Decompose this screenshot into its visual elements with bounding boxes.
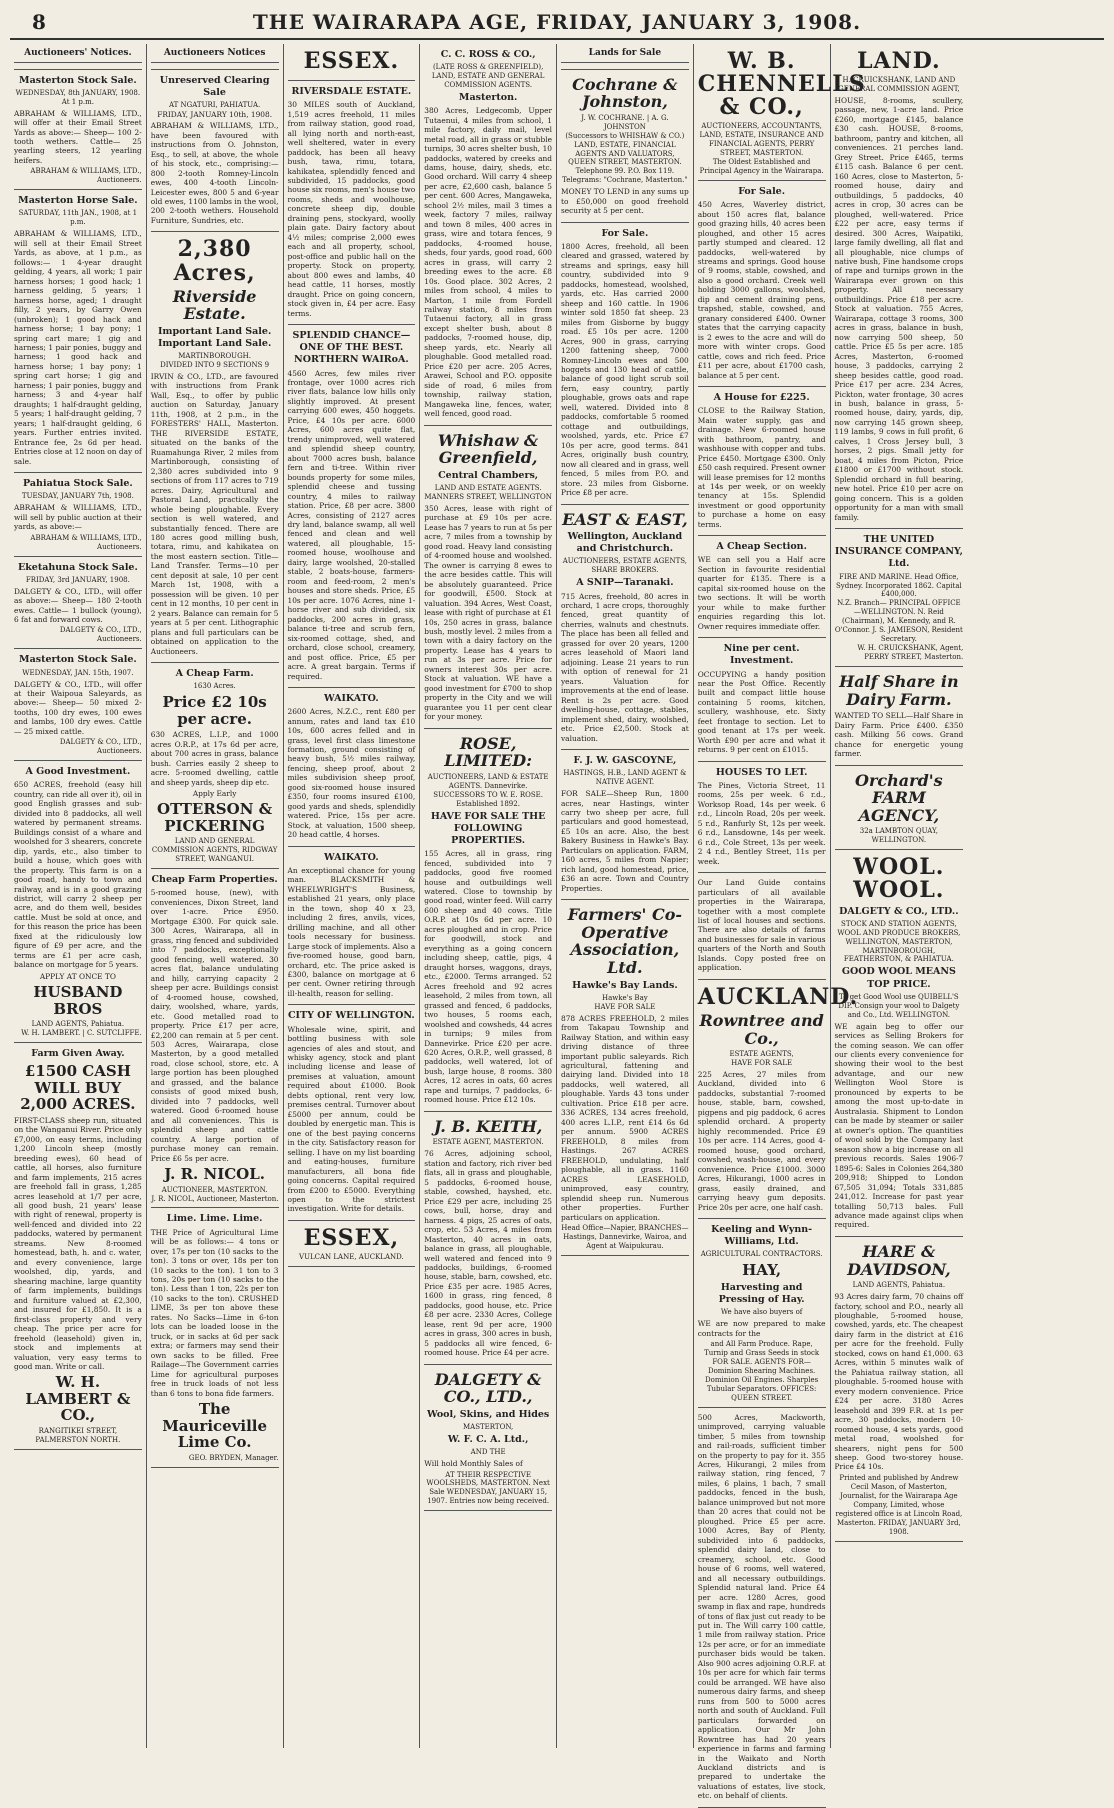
ad-body: DALGETY & CO., LTD., will offer at their Waipoua Saleyards, as above:— Sheep— 50 mixed 2-tooths, 100 dry ewes, 100 ewes and lambs, 100 dry ewes. Cattle— 25 mixed cattle.	[14, 679, 142, 736]
ad-goth: Rowntree and Co.,	[699, 1010, 824, 1048]
ad-body: 350 Acres, lease with right of purchase at £9 10s per acre. Lease has 7 years to run at 5s per acre, 7 miles from a township by good road. Heavy land consisting of 4-roomed house and woolshed. The owner is carrying 8 ewes to the acre besides cattle. This will be absolutely guaranteed. Price for goodwill, £500. Stock at valuation. 394 Acres, West Coast, lease with right of purchase at £1 10s, 250 acres in grass, balance bush, mostly level. 2 miles from a town with a dairy factory on the property. Lease has 4 years to run at 3s per acre. Price for owners interest 30s per acre. Stock at valuation. WE have a good investment for £700 to shop property in the City and we will guarantee you 11 per cent clear for your money.	[424, 503, 552, 722]
ad-title: Masterton Stock Sale.	[19, 74, 137, 86]
advertisement	[288, 44, 416, 81]
ad-sub: MASTERTON,	[462, 1423, 514, 1431]
ad-body: ABRAHAM & WILLIAMS, LTD., will sell at their Email Street Yards, as above, at 1 p.m., as follows:— 1 4-year draught gelding, 4 years, all work; 1 pair harness horses; 1 good hack; 1 harness gelding, 5 years; 1 harness horse, aged; 1 draught filly, 2 years, by Garry Owen (unbroken); 1 good hack and harness horse; 1 bay pony; 1 spring cart mare; 1 gig and harness; 1 pair ponies, buggy and harness; 1 good hack and harness horse; 1 bay pony; 1 spring cart horse; 1 gig and harness; 1 pair ponies, buggy and harness; 3 and 4-year half draughts; 1 half-draught gelding, 5 years; 1 half-draught gelding, 7 years; 1 half-draught gelding, 6 years. Further entries invited. Entrance fee, 2s 6d per head. Entries close at 12 noon on day of sale.	[14, 229, 142, 466]
ad-sub: J. W. COCHRANE. | A. G. JOHNSTON	[581, 113, 669, 131]
advertisement	[14, 473, 142, 556]
column-3	[284, 44, 421, 1748]
ad-sub: AT NGATURI, PAHIATUA.	[168, 100, 261, 109]
ad-body: 93 Acres dairy farm, 70 chains off factory, school and P.O., nearly all ploughable, 5-roomed house, cowshed, yards, etc. The cheapest dairy farm in the district at £16 per acre for the freehold. Fully stocked, cows on hand £1,000. 63 Acres, within 5 minutes walk of the Pahiatua railway station, all ploughable. 5-roomed house with every modern convenience. Price £24 per acre. 3180 Acres leasehold and 399 F.R. at 1s per acre, 30 paddocks, modern 10-roomed house, 4 sets yards, good metal road, woolshed for shearers, night pens for 500 sheep. Good two-storey house. Price £4 10s.	[834, 1292, 964, 1472]
ad-body: Our Land Guide contains particulars of all available properties in the Wairarapa, together with a most complete list of local houses and sections. There are also details of farms and businesses for sale in various quarters of the North and South Islands. Copy posted free on application.	[697, 878, 826, 973]
ad-title: For Sale.	[738, 186, 786, 197]
ad-sig: J. R. NICOL, Auctioneer, Masterton.	[151, 1194, 279, 1203]
ad-date: FRIDAY, JANUARY 10th, 1908.	[157, 109, 273, 119]
ad-sub: AGRICULTURAL CONTRACTORS.	[700, 1250, 823, 1259]
ad-body: MONEY TO LEND in any sums up to £50,000 on good freehold security at 5 per cent.	[561, 187, 689, 216]
advertisement	[151, 232, 279, 663]
ad-ttl2: HAVE FOR SALE THE FOLLOWING PROPERTIES.	[430, 810, 546, 846]
column-4	[420, 44, 557, 1748]
ad-title: SPLENDID CHANCE—ONE OF THE BEST. NORTHERN WAIRoA.	[292, 330, 411, 366]
advertisement	[424, 729, 552, 1112]
ad-sub2: To get Good Wool use QUIBELL'S DIP. Consign your wool to Dalgety and Co., Ltd. WELLINGTON.	[838, 992, 960, 1019]
advertisement	[424, 1112, 552, 1365]
masthead	[10, 6, 1104, 40]
ad-body: ABRAHAM & WILLIAMS, LTD., will offer at their Email Street Yards as above:— Sheep— 100 2-tooth wethers. Cattle— 25 yearling steers, 12 yearling heifers.	[14, 108, 142, 165]
advertisement	[14, 44, 142, 70]
ad-ttl2: GOOD WOOL MEANS TOP PRICE.	[841, 966, 956, 990]
ad-title: F. J. W. GASCOYNE,	[573, 755, 677, 767]
ad-body: 450 Acres, Waverley district, about 150 acres flat, balance good grazing hills, 40 acres been ploughed, and other 15 acres partly stumped and cleared. 12 paddocks, well-watered by streams and springs. Good house of 9 rooms, stable, cowshed, and also a good orchard. Creek well holding 3000 gallons, woolshed, dip and cement draining pens, trapshed, stable, cowshed, and granary considered £400. Owner states that the carrying capacity is 2 ewes to the acre and will do more with winter crops. Good cattle, cows and rich feed. Price £11 per acre, about £1700 cash, balance at 5 per cent.	[697, 200, 826, 380]
ad-body: 500 Acres, Mackworth, unimproved, carrying valuable timber, 5 miles from township and rail-roads, sufficient timber on the property to pay for it. 355 Acres, Hikurangi, 2 miles from railway station, ring fenced, 7 miles, 6 plains, 1 bach, 7 small paddocks, fenced in the bush, balance unimproved but not more than 20 acres that could not be ploughed. Price £5 per acre. 1000 Acres, Bay of Plenty, subdivided into 6 paddocks, splendid dairy land, close to creamery, school, etc. Good house of 6 rooms, well watered, and all necessary outbuildings. Splendid natural land. Price £4 per acre. 1280 Acres, good swamp in flax and rape, hundreds of tons of flax just cut ready to be put in. The Will carry 100 cattle, 1 mile from railway station. Price 12s per acre, or for an immediate purchaser bids would be taken. Also 900 acres adjoining O.R.F. at 10s per acre for which fair terms could be arranged. WE have also numerous dairy farms, and sheep runs from 500 to 5000 acres north and south of Auckland. Full particulars forwarded on application. Our Mr John Rowntree has had 20 years experience in farms and farming in the Waikato and North Auckland districts and is prepared to undertake the valuations of estates, live stock, etc. on behalf of clients.	[697, 1412, 826, 1801]
ad-body: 4560 Acres, few miles river frontage, over 1000 acres rich river flats, balance low hills only slightly improved. At present carrying 600 ewes, 450 hoggets. Price, £4 10s per acre. 6000 Acres, 600 acres quite flat, trendy unimproved, well watered and splendid sheep country, about 7000 acres bush, balance fern and ti-tree. Within river bounds property for some miles, splendid cheese and tussing country, 4 miles to railway station. Price, £8 per acre. 3800 Acres, consisting of 2127 acres dry land, balance swamp, all well fenced and clean and well watered, all ploughable, 15-roomed house, woolhouse and dairy, large woolshed, 20-stalled stable, 2 boats-house, farmers-room and feed-room, 2 men's houses and store sheds. Price, £5 10s per acre. 1076 Acres, nine 1-horse river and sub divided, six paddocks, 200 acres in grass, balance ti-tree and scrub fern, six-roomed cottage, shed, and orchard, close school, creamery, and post office. Price, £5 per acre. A great bargain. Terms if required.	[287, 368, 416, 681]
ad-sig: ABRAHAM & WILLIAMS, LTD., Auctioneers.	[30, 533, 142, 551]
advertisement	[561, 900, 689, 1256]
advertisement	[288, 847, 416, 1006]
ad-sub2: HAVE FOR SALE	[594, 1002, 656, 1011]
ad-sig: W. H. CRUICKSHANK, Agent, PERRY STREET, Masterton.	[857, 644, 964, 662]
advertisement	[698, 387, 826, 536]
newspaper-title: THE WAIRARAPA AGE, FRIDAY, JANUARY 3, 1908.	[252, 10, 862, 34]
ad-goth: Whishaw & Greenfield,	[437, 430, 539, 468]
ad-header: Auctioneers' Notices.	[14, 47, 142, 63]
ad-header: Auctioneers Notices	[151, 47, 279, 63]
ad-body: 155 Acres, all in grass, ring fenced, subdivided into 7 paddocks, good five roomed house and outbuildings well watered. Close to township by good road, winter feed. Will carry 600 sheep and 40 cows. Title O.R.P. at 10s 6d per acre. 10 acres ploughed and in crop. Price for goodwill, stock and everything as a going concern including sheep, cattle, pigs, 4 draught horses, waggons, drays, etc., £2000. Terms arranged. 52 Acres freehold and 92 acres leasehold, 2 miles from town, all grassed and fenced, 6 paddocks, two houses, 5 rooms each, woolshed and cowsheds, 44 acres in turnips; 9 miles from Dannevirke. Price £20 per acre. 620 Acres, O.R.P., well grassed, 8 paddocks, well watered, lot of bush, large house, 8 rooms. 380 Acres, 12 acres in oats, 60 acres rape and turnips, 7 paddocks, 6-roomed house. Price £12 10s.	[424, 849, 552, 1105]
ad-sub2: The Oldest Established and Principal Agency in the Wairarapa.	[699, 158, 824, 176]
ad-huge: ESSEX,	[303, 1224, 400, 1251]
ad-title: WAIKATO.	[324, 692, 379, 704]
ad-body: THE Price of Agricultural Lime will be as follows:— 4 tons or over, 17s per ton (10 sacks to the ton). 3 tons or over, 18s per ton (10 sacks to the ton). 1 ton to 3 tons, 20s per ton (10 sacks to the ton). Less than 1 ton, 22s per ton (10 sacks to the ton). CRUSHED LIME, 3s per ton above these rates. No Sacks—Lime in 6-ton lots can be loaded loose in the truck, or in sacks at 6d per sack extra; or farmers may send their own sacks to be filled. Free Railage—The Government carries Lime for agricultural purposes free in truck loads of not less than 6 tons to bona fide farmers.	[150, 1227, 279, 1398]
ad-huge: WOOL. WOOL.	[853, 854, 945, 904]
ad-sub: TUESDAY, JANUARY 7th, 1908.	[21, 492, 134, 501]
ad-body: 76 Acres, adjoining school, station and factory, rich river bed flats, all in grass and ploughable, 5 paddocks, 6-roomed house, stable, cowshed, hayshed, etc. Price £29 per acre, including 25 cows, bull, horse, dray and harness. 4 pigs, 25 acres of oats, crop, etc. 53 Acres, 4 miles from Masterton, 40 acres in oats, balance in grass, all ploughable, well watered and fenced into 9 paddocks, buildings, 6-roomed house, stable, barn, cowshed, etc. Price £35 per acre. 1985 Acres, 1600 in grass, ring fenced, 8 paddocks, good house, etc. Price £8 per acre. 2330 Acres, College lease, rent 9d per acre, 1900 acres in grass, 300 acres in bush, 5 paddocks all wire fenced, 6-roomed house. Price £4 per acre.	[424, 1149, 552, 1358]
ad-sub2: (Successors to WHISHAW & CO.) LAND, ESTATE, FINANCIAL AGENTS AND VALUATORS, QUEEN STREET, MASTERTON. Telephone 99. P.O. Box 119. Telegrams: "Cochrane, Masterton."	[562, 131, 688, 185]
ad-big: Price £2 10s per acre.	[162, 693, 267, 728]
ad-footnote: Printed and published by Andrew Cecil Mason, of Masterton, Journalist, for the Wairarapa Age Company, Limited, whose registered office is at Lincoln Road, Masterton. FRIDAY, JANUARY 3rd, 1908.	[835, 1473, 963, 1536]
ad-sub2: HAVE FOR SALE	[731, 1059, 793, 1068]
ad-ttl2: Harvesting and Pressing of Hay.	[718, 1281, 805, 1305]
ad-body: WE can sell you a Half acre Section in favourite residential quarter for £135. There is a capital six-roomed house on the two sections. It will be worth your while to make further enquiries regarding this lot. Owner requires immediate offer.	[697, 555, 826, 631]
ad-big: £1500 CASH WILL BUY 2,000 ACRES.	[20, 1062, 136, 1114]
ad-sub: 1630 Acres.	[193, 682, 236, 691]
ad-body: Wholesale wine, spirit, and bottling business with sole agencies of ales and stout, and whisky agency, stock and plant including license and lease of premises at valuation, amount required about £1000. Book debts optional, rent very low, premises central. Turnover about £5000 per annum, could be doubled by energetic man. This is one of the best paying concerns in the city. Satisfactory reason for selling. I have on my list boarding and eating-houses, furniture manufacturers, all bona fide going concerns. Capital required from £200 to £5000. Everything open to the strictest investigation. Write for details.	[287, 1024, 416, 1214]
ad-body: WE again beg to offer our services as Selling Brokers for the coming season. We can offer our clients every convenience for showing their wool to the best advantage, and our new Wellington Wool Store is pronounced by experts to be among the most up-to-date in Australasia. Shipment to London can be made by steamer or sailer at owner's option. The quantities of wool sold by the Company last season show a big increase on all previous records. Sales 1906-7 1895-6: Sales in Colonies 264,380 209,918; Shipped to London 67,505 31,094; Totals 331,885 241,012. Increase for past year totalling 50,713 bales. Full advance made against clips when required.	[834, 1021, 964, 1230]
ad-body: OCCUPYING a handy position near the Post Office. Recently built and compact little house containing 5 rooms, kitchen, scullery, washhouse, etc. Sixty feet frontage to section. Let to good tenant at 17s per week. Worth £90 per acre and what it returns. 9 per cent on £1015.	[697, 669, 826, 755]
ad-body: 380 Acres, Ledgecomb, Upper Tutaenui, 4 miles from school, 1 mile factory, daily mail, level metal road, all in grass or stubble turnips, 30 acres shelter bush, 10 paddocks, watered by creeks and dams, house, dairy, sheds, etc. Good orchard. Will carry 4 sheep per acre, £2,600 cash, balance 5 per cent. 600 Acres, Mangaweka, school 2½ miles, mail 3 times a week, factory 7 miles, railway and town 8 miles, 400 acres in grass, wire and totara fences, 9 paddocks, 4-roomed house, sheds, four yards, good road, 600 acres in grass, will carry 2 breeding ewes to the acre. £8 10s. Good place. 302 Acres, 2 miles from school, 4 miles to Marton, 1 mile from Fordell railway station, 8 miles from Tutaenui factory, all in grass except shelter bush, about 8 paddocks, 7-roomed house, dip, sheep yards, etc. Nearly all ploughable. Good metalled road. Price £20 per acre. 205 Acres, Arawei, School and P.O. opposite side of road, 6 miles from township, railway station, Mangaweka line, fences, water, well fenced, good road.	[424, 106, 552, 419]
ad-body: HOUSE, 8-rooms, scullery, passage, new, 1-acre land. Price £260, mortgage £145, balance £30 cash. HOUSE, 8-rooms, bathroom, pantry and kitchen, all conveniences. 21 perches land. Grey Street. Price £465, terms £115 cash. Balance 6 per cent. 160 Acres, close to Masterton, 5-roomed house, dairy and outbuildings, 5 paddocks, 40 acres in crop, 30 acres can be ploughed, well-watered. Price £22 per acre, easy terms if desired. 300 Acres, Waipatiki, large family dwelling, all flat and all ploughable, nice clumps of native bush, Fine handsome crops of rape and turnips grown in the Wairarapa ever grown on this property. All necessary outbuildings. Price £18 per acre. Stock at valuation. 755 Acres, Wairarapa, cottage 3 rooms, 300 acres in grass, balance in bush, now carrying 500 sheep, 50 cattle. Price £5 5s per acre. 185 Acres, Masterton, 6-roomed house, 3 paddocks, carrying 2 sheep besides cattle, good road. Price £17 per acre. 234 Acres, Pickton, water frontage, 30 acres in bush, balance in grass, 5-roomed house, dairy, yards, dip, now carrying 145 grown sheep, 119 lambs, 9 cows in full profit, 6 calves, 1 Cross Jersey bull, 3 horses, 2 pigs. Small jetty for boat, 4 miles from Picton, Price £1800 or £1700 without stock. Splendid orchard in full bearing, new hotel. Price £10 per acre on going concern. This is a golden opportunity for a man with small family.	[834, 96, 964, 522]
ad-title: Central Chambers,	[438, 469, 539, 481]
advertisement	[561, 223, 689, 505]
ad-sig: ABRAHAM & WILLIAMS, LTD., Auctioneers.	[30, 167, 142, 185]
ad-sub: SATURDAY, 11th JAN., 1908, at 1 p.m.	[18, 209, 138, 227]
columns	[10, 44, 1104, 1801]
ad-title: Important Land Sale. Important Land Sale.	[157, 325, 272, 349]
ad-body: The Pines, Victoria Street, 11 rooms, 25s per week. 6 r.d., Worksop Road, 14s per week. 6 r.d., Lincoln Road, 20s per week. 5 r.d., Ranfurly St, 12s per week. 6 r.d., Lansdowne, 14s per week. 6 r.d., Cole Street, 13s per week. 2 4 r.d., Bentley Street, 11s per week.	[697, 780, 826, 866]
ad-body: 1800 Acres, freehold, all been cleared and grassed, watered by streams and springs, easy hill country, subdivided into 9 paddocks, homestead, woolshed, yards, etc. Has carried 2000 sheep and 160 cattle. In 1906 winter sold 1850 fat sheep. 23 miles from Gisborne by buggy road. £5 10s per acre. 1200 Acres, 900 in grass, carrying 1200 fattening sheep, 7000 Romney-Lincoln ewes and 500 hoggets and 130 head of cattle, balance of good light scrub soil fern, easy country, partly ploughable, grows oats and rape well, watered. Divided into 8 paddocks, comfortable 5 roomed cottage and outbuildings, woolshed, yards, etc. Price £7 10s per acre, good terms. 841 Acres, originally bush country, now all cleared and in grass, well fenced, 5 miles from P.O. and store. 23 miles from Gisborne. Price £8 per acre.	[561, 241, 689, 498]
advertisement	[697, 44, 866, 181]
ad-title: Keeling and Wynn-Williams, Ltd.	[711, 1224, 813, 1248]
ad-firm: OTTERSON & PICKERING	[157, 800, 273, 835]
column-2	[147, 44, 284, 1748]
advertisement	[835, 766, 964, 851]
ad-footnote: AT THEIR RESPECTIVE WOOLSHEDS, MASTERTON. Next Sale WEDNESDAY, JANUARY 15, 1907. Entries now being received.	[426, 1470, 550, 1506]
ad-big: HAY,	[742, 1261, 782, 1280]
ad-body: CLOSE to the Railway Station, Main water supply, gas and drainage. New 6-roomed house with bathroom, pantry, and washhouse with copper and tubs. Price £450. Mortgage £300. Only £50 cash required. Present owner will lease premises for 12 months at 14s per week, or on weekly tenancy at 15s. Splendid investment or good opportunity to purchase a home on easy terms.	[697, 406, 826, 529]
ad-sub: ESTATE AGENT, MASTERTON.	[432, 1138, 544, 1147]
ad-title: CITY OF WELLINGTON.	[288, 1010, 415, 1022]
ad-address: RANGITIKEI STREET, PALMERSTON NORTH.	[35, 1426, 121, 1444]
ad-title: THE UNITED INSURANCE COMPANY, Ltd.	[834, 534, 963, 570]
ad-sub: HASTINGS, H.B., LAND AGENT & NATIVE AGENT.	[563, 769, 687, 787]
ad-sig: W. H. LAMBERT. | C. SUTCLIFFE.	[21, 1029, 142, 1038]
advertisement	[835, 44, 964, 529]
advertisement	[561, 505, 689, 750]
ad-ttl2: A SNIP—Taranaki.	[576, 577, 674, 589]
ad-sub: FRIDAY, 3rd JANUARY, 1908.	[25, 575, 130, 584]
ad-sig: DALGETY & CO., LTD., Auctioneers.	[59, 626, 142, 644]
advertisement	[424, 1365, 552, 1512]
ad-huge: LAND.	[857, 48, 941, 74]
ad-body: WE are now prepared to make contracts for the	[697, 1319, 826, 1338]
advertisement	[151, 70, 279, 233]
ad-body: 630 ACRES, L.I.P., and 1000 acres O.R.P., at 17s 6d per acre, about 700 acres in grass, balance bush. Carries easily 2 sheep to acre. 5-roomed dwelling, cattle and sheep yards, sheep dip etc.	[150, 730, 279, 787]
column-7	[831, 44, 968, 1748]
ad-title: Unreserved Clearing Sale	[159, 74, 270, 98]
advertisement	[288, 1221, 416, 1267]
ad-sub: H. CRUICKSHANK, LAND AND GENERAL COMMISSION AGENT,	[838, 76, 960, 94]
ad-footnote: Head Office—Napier, BRANCHES—Hastings, Dannevirke, Wairoa, and Agent at Waipukurau.	[561, 1223, 689, 1250]
column-5	[557, 44, 694, 1748]
ad-sub2: DIVIDED INTO 9 SECTIONS 9	[160, 361, 270, 370]
advertisement	[14, 190, 142, 473]
ad-title: A Good Investment.	[25, 766, 131, 778]
ad-sub: WEDNESDAY, JAN. 15th, 1907.	[22, 668, 134, 677]
ad-body: 715 Acres, freehold, 80 acres in orchard, 1 acre crops, thoroughly fenced, great quantity of cherries, walnuts and chestnuts. The place has been all felled and grassed for over 20 years, 1200 acres leasehold of Maori land adjoining. Lease 21 years to run with option of renewal for 21 years. Valuation for improvements at the end of lease. Rent is 2s per acre. Good dwelling-house, cottage, stables, implement shed, dairy, woolshed, etc. Price £2,500. Stock at valuation.	[561, 591, 689, 743]
advertisement	[151, 869, 279, 1208]
ad-title: RIVERSDALE ESTATE.	[291, 86, 412, 98]
ad-title: For Sale.	[601, 227, 649, 239]
ad-sub: MARTINBOROUGH.	[178, 352, 252, 361]
ad-huge: AUCKLAND.	[697, 983, 859, 1010]
ad-sub: VULCAN LANE, AUCKLAND.	[299, 1253, 404, 1262]
ad-huge: W. B. CHENNELLS & CO.,	[697, 48, 866, 121]
advertisement	[288, 325, 416, 688]
ad-title: DALGETY & CO., LTD..	[839, 905, 959, 917]
ad-body: 5-roomed house, (new), with conveniences, Dixon Street, land over 1-acre. Price £950. Mortgage £300. For quick sale. 300 Acres, Wairarapa, all in grass, ring fenced and subdivided into 7 paddocks, exceptionally good fencing, well watered. 30 acres flat, balance undulating and hilly, carrying capacity 2 sheep per acre. Buildings consist of 4-roomed house, cowshed, dairy, woolshed, whare, yards, etc. Good metalled road to property. Price £17 per acre, £2,200 can remain at 5 per cent. 503 Acres, Wairarapa, close Masterton, by a good metalled road, close school, store, etc. A large portion has been ploughed and grassed, and the balance consists of good mixed bush, divided into 7 paddocks, well watered. Good 6-roomed house and all conveniences. This is splendid sheep and cattle country. A large portion of purchase money can remain. Price £6 5s per acre.	[150, 888, 279, 1163]
ad-sub2: N.Z. Branch— PRINCIPAL OFFICE—WELLINGTON. N. Reid (Chairman), M. Kennedy, and R. O'Connor. J. S. JAMIESON, Resident Secretary.	[834, 599, 963, 644]
ad-sub: AUCTIONEERS, ACCOUNTANTS, LAND, ESTATE, INSURANCE AND FINANCIAL AGENTS, PERRY STREET, MASTERTON.	[699, 122, 824, 158]
ad-goth: DALGETY & CO., LTD.,	[434, 1369, 542, 1407]
advertisement	[698, 181, 826, 387]
ad-sig: DALGETY & CO., LTD., Auctioneers.	[59, 738, 142, 756]
advertisement	[698, 638, 826, 762]
advertisement	[288, 81, 416, 325]
ad-sub: WEDNESDAY, 8th JANUARY, 1908. At 1 p.m.	[15, 88, 141, 106]
ad-sub: LAND AGENTS, Pahiatua.	[852, 1281, 946, 1290]
ad-body: An exceptional chance for young man. BLACKSMITH & WHEELWRIGHT'S Business, established 21 years, only place in the town, shop 40 x 23, including 2 fires, anvils, vices, drilling machine, and all other tools necessary for business. Large stock of implements. Also a five-roomed house, good barn, orchard, etc. The price asked is £300, balance on mortgage at 6 per cent. Owner retiring through ill-health, reason for selling.	[287, 865, 416, 998]
ad-header: Lands for Sale	[561, 47, 689, 63]
ad-goth: Riverside Estate.	[172, 286, 257, 324]
advertisement	[14, 557, 142, 650]
ad-sub2: MANNERS STREET, WELLINGTON	[424, 492, 552, 501]
ad-huge: 2,380 Acres,	[173, 236, 256, 286]
ad-body: FIRST-CLASS sheep run, situated on the Wanganui River. Price only £7,000, on easy terms, including 1,200 Lincoln sheep (mostly breeding ewes), 60 head of cattle, all horses, also furniture and farm implements, 215 acres are freehold fall in grass, 1,285 acres leasehold at 1/7 per acre, all good bush, 21 years' lease with right of renewal, property is well-fenced and divided into 22 paddocks, watered by permanent streams. New 8-roomed homestead, bath, h. and c. water, and every convenience, large woolshed, dip, yards, and shearing machine, large quantity of farm implements, buildings and furniture valued at £2,300, and insured for £1,850. It is a first-class property and very cheap. The price per acre for freehold (leasehold) given in, stock and implements at valuation, very easy terms to good man. Write or call.	[14, 1115, 142, 1371]
advertisement	[151, 663, 279, 869]
ad-title: Hawke's Bay Lands.	[572, 979, 678, 991]
advertisement	[561, 70, 689, 223]
ad-firm-sub: LAND AGENTS, Pahiatua.	[31, 1020, 125, 1029]
ad-title: Wellington, Auckland and Christchurch.	[567, 531, 683, 555]
ad-firm: J. R. NICOL.	[164, 1165, 266, 1184]
advertisement	[698, 1219, 826, 1408]
ad-sub: AUCTIONEERS, LAND & ESTATE AGENTS. Dannevirke. SUCCESSORS TO W. E. ROSE. Established 1892.	[427, 772, 549, 808]
ad-firm-sub: LAND AND GENERAL COMMISSION AGENTS, RIDGWAY STREET, WANGANUI.	[151, 837, 278, 864]
advertisement	[14, 649, 142, 761]
ad-apply: Apply Early	[192, 788, 237, 798]
ad-sub: STOCK AND STATION AGENTS, WOOL AND PRODUCE BROKERS, WELLINGTON, MASTERTON, MARTINBOROUGH, FEATHERSTON, & PAHIATUA.	[837, 919, 961, 964]
advertisement	[14, 1043, 142, 1450]
ad-goth: HARE & DAVIDSON,	[847, 1241, 951, 1279]
advertisement	[288, 688, 416, 847]
ad-body: WANTED TO SELL—Half Share in Dairy Farm. Price £400. £350 cash. Milking 56 cows. Grand chance for energetic young farmer.	[834, 711, 964, 759]
ad-body: DALGETY & CO., LTD., will offer as above:— Sheep— 180 2-tooth ewes. Cattle— 1 bullock (young), 6 fat and forward cows.	[14, 586, 142, 625]
advertisement	[698, 762, 826, 873]
ad-sub: 32a LAMBTON QUAY, WELLINGTON.	[859, 827, 938, 845]
ad-title: Masterton Horse Sale.	[18, 195, 138, 207]
ad-title: Lime. Lime. Lime.	[166, 1213, 263, 1225]
ad-ttl2: Masterton.	[458, 92, 518, 104]
column-6	[694, 44, 866, 1801]
ad-title: HOUSES TO LET.	[715, 766, 808, 778]
ad-title: Masterton Stock Sale.	[19, 654, 137, 666]
ad-ttl2: W. F. C. A. Ltd.,	[447, 1433, 529, 1445]
ad-sub: Hawke's Bay	[602, 993, 648, 1002]
advertisement	[288, 1005, 416, 1221]
ad-footnote: and All Farm Produce. Rape, Turnip and Grass Seeds in stock FOR SALE. AGENTS FOR— Dominion Shearing Machines. Dominion Oil Engines. Sharples Tubular Separators. OFFICES: QUEEN STREET.	[704, 1340, 820, 1402]
advertisement	[835, 667, 964, 766]
advertisement	[14, 761, 142, 1043]
ad-body: FOR SALE—Sheep Run, 1800 acres, near Hastings, winter carry two sheep per acre, full particulars and good homestead, £5 10s an acre. Also, the best Bakery Business in Hawke's Bay. Particulars on application. FARM, 160 acres, 5 miles from Napier; rich land, good homestead, price, £36 an acre. Town and Country Properties.	[561, 789, 689, 893]
ad-goth: J. B. KEITH,	[433, 1116, 543, 1136]
ad-goth: EAST & EAST,	[562, 509, 688, 529]
ad-firm-sub: AUCTIONEER, MASTERTON.	[161, 1185, 268, 1194]
ad-title: Farm Given Away.	[31, 1048, 125, 1060]
ad-title: A House for £225.	[713, 392, 810, 404]
ad-firm: W. H. LAMBERT & CO.,	[25, 1373, 131, 1425]
ad-body: ABRAHAM & WILLIAMS, LTD., will sell by public auction at their yards, as above:—	[14, 503, 142, 532]
ad-title: Nine per cent. Investment.	[723, 643, 800, 667]
ad-goth: ROSE, LIMITED:	[444, 733, 533, 771]
ad-title: C. C. ROSS & CO.,	[440, 49, 536, 60]
ad-body: 2600 Acres, N.Z.C., rent £80 per annum, rates and land tax £10 10s, 600 acres felled and in grass, level first class limestone formation, ground consisting of heavy bush, 5½ miles railway, fencing, sheep proof, about 2 miles subdivision sheep proof, good six-roomed house insured £350, four rooms insured £100, good yards and sheds, splendidly watered. Price, 15s per acre. Stock, at valuation, 1500 sheep, 20 head cattle, 4 horses.	[287, 707, 416, 840]
column-1	[10, 44, 147, 1748]
ad-sig: GEO. BRYDEN, Manager.	[188, 1453, 279, 1462]
ad-body: IRVIN & CO., LTD., are favoured with instructions from Frank Wall, Esq., to offer by public auction on Saturday, January 11th, 1908, at 2 p.m., in the FORESTERS' HALL, Masterton. THE RIVERSIDE ESTATE, situated on the banks of the Ruamahunga River, 2 miles from Martinborough, consisting of 2,380 acres subdivided into 9 sections of from 117 acres to 719 acres. Dairy, Agricultural and Pastoral Land, practically the whole being ploughable. Every section is well watered, and substantially fenced. There are 180 acres good milling bush, totara, rimu, and kahikatea on the most eastern section. Title—Land Transfer. Terms—10 per cent deposit at sale, 10 per cent March 1st, 1908, with a possession will be given. 10 per cent in 12 months, 10 per cent in 2 years. Balance can remain for 5 years at 5 per cent. Lithographic plans and full particulars can be obtained on application to the Auctioneers.	[150, 372, 279, 656]
ad-body: ABRAHAM & WILLIAMS, LTD., have been favoured with instructions from O. Johnston, Esq., to sell, at above, the whole of his stock, etc., comprising:— 800 2-tooth Romney-Lincoln ewes, 400 4-tooth Lincoln-Leicester ewes, 800 5 and 6-year old ewes, 1100 lambs in the wool, 200 2-tooth wethers. Household Furniture, Sundries, etc.	[150, 121, 279, 225]
ad-body: Will hold Monthly Sales of	[424, 1459, 523, 1469]
ad-goth: Orchard's FARM AGENCY,	[855, 770, 943, 825]
advertisement	[14, 70, 142, 191]
advertisement	[561, 44, 689, 70]
advertisement	[698, 1408, 826, 1808]
ad-title: Pahiatua Stock Sale.	[23, 478, 133, 490]
ad-goth: Farmers' Co-Operative Association, Ltd.	[567, 905, 683, 978]
ad-body: 650 ACRES, freehold (easy hill country, can ride all over it), oil in good English grasses and sub-divided into 8 paddocks, all well watered by permanent streams. Buildings consist of a whare and woolshed for 3 shearers, concrete dip, yards, etc., also timber to build a house, which goes with the property. This farm is on a good road, handy to town and railway, and is in a good grazing district, will carry 2 sheep per acre, and do them well, besides cattle. Must be sold at once, and for this reason the price has been fixed at the ridiculously low figure of £9 per acre, and the terms are £1 per acre cash, balance on mortgage for 5 years.	[14, 780, 142, 970]
ad-sub: FIRE AND MARINE. Head Office, Sydney. Incorporated 1862. Capital £400,000.	[836, 572, 962, 599]
ad-firm: HUSBAND BROS	[33, 983, 123, 1018]
ad-huge: ESSEX.	[303, 48, 400, 74]
ad-title: WAIKATO.	[324, 851, 379, 863]
ad-body: 878 ACRES FREEHOLD, 2 miles from Takapau Township and Railway Station, and within easy driving distance of three important public saleyards. Rich agricultural, fattening and dairying land. Divided into 18 paddocks, well watered, all ploughable. Yards 43 tons under cultivation. Price £18 per acre. 336 ACRES, 134 acres freehold, 400 acres L.I.P., rent £14 6s 6d per annum. 5900 ACRES FREEHOLD, 8 miles from Hastings. 267 ACRES FREEHOLD, undulating, half ploughable, all in grass. 1160 ACRES LEASEHOLD, unimproved, easy country, splendid sheep run. Numerous other properties. Further particulars on application.	[561, 1013, 689, 1222]
ad-sub: LAND AND ESTATE AGENTS.	[434, 483, 542, 492]
ad-title: A Cheap Farm.	[175, 668, 254, 680]
advertisement	[151, 1208, 279, 1467]
advertisement	[424, 426, 552, 729]
ad-goth: Cochrane & Johnston,	[572, 74, 678, 112]
ad-goth: Half Share in Dairy Farm.	[839, 672, 959, 709]
ad-sub: (LATE ROSS & GREENFIELD), LAND, ESTATE AND GENERAL COMMISSION AGENTS.	[431, 63, 545, 90]
advertisement	[561, 750, 689, 900]
page-number: 8	[32, 10, 46, 34]
ad-body: 30 MILES south of Auckland, 1,519 acres freehold, 11 miles from railway station, good road, all lying north and north-east, well sheltered, water in every paddock, has been all heavy bush, tawa, rimu, totara, kahikatea, splendidly fenced and subdivided, 15 paddocks, good house six rooms, men's house two rooms, sheds and woolhouse, concrete sheep dip, double draining pens, stockyard, woolly plain gate. Dairy factory about 4½ miles; comprise 2,000 ewes each and all property, school, post-office and public hall on the property. Stock on property, about 800 ewes and lambs, 40 head cattle, 11 horses, mostly draught. Price on going concern, stock given in, £4 per acre. Easy terms.	[287, 100, 416, 318]
ad-apply: APPLY AT ONCE TO	[39, 971, 116, 981]
advertisement	[835, 1237, 964, 1542]
advertisement	[697, 980, 859, 1219]
ad-body: 225 Acres, 27 miles from Auckland, divided into 6 paddocks, substantial 7-roomed house, stable, barn, cowshed, pigpens and pig paddock, 6 acres splendid orchard. A property highly recommended. Price £9 10s per acre. 114 Acres, good 4-roomed house, good orchard, cowshed, wash-house, and every convenience. Price £1000. 3000 Acres, Hikurangi, 1000 acres in grass, easily drained, and carrying heavy gum deposits. Price 20s per acre, one half cash.	[697, 1070, 826, 1212]
ad-title: Wool, Skins, and Hides	[426, 1408, 550, 1420]
advertisement	[698, 873, 826, 980]
advertisement	[151, 44, 279, 70]
ad-sub2: AND THE	[470, 1448, 506, 1457]
ad-title: Cheap Farm Properties.	[151, 874, 278, 886]
ad-firm: The Mauriceville Lime Co.	[162, 1400, 268, 1452]
ad-sub: AUCTIONEERS, ESTATE AGENTS, SHARE BROKERS.	[562, 557, 688, 575]
advertisement	[698, 536, 826, 638]
ad-title: Eketahuna Stock Sale.	[17, 561, 138, 573]
advertisement	[424, 44, 552, 426]
ad-sub: ESTATE AGENTS,	[729, 1050, 794, 1059]
advertisement	[835, 529, 964, 667]
ad-sub2: We have also buyers of	[720, 1308, 803, 1317]
advertisement	[835, 850, 964, 1237]
ad-title: A Cheap Section.	[716, 541, 807, 553]
